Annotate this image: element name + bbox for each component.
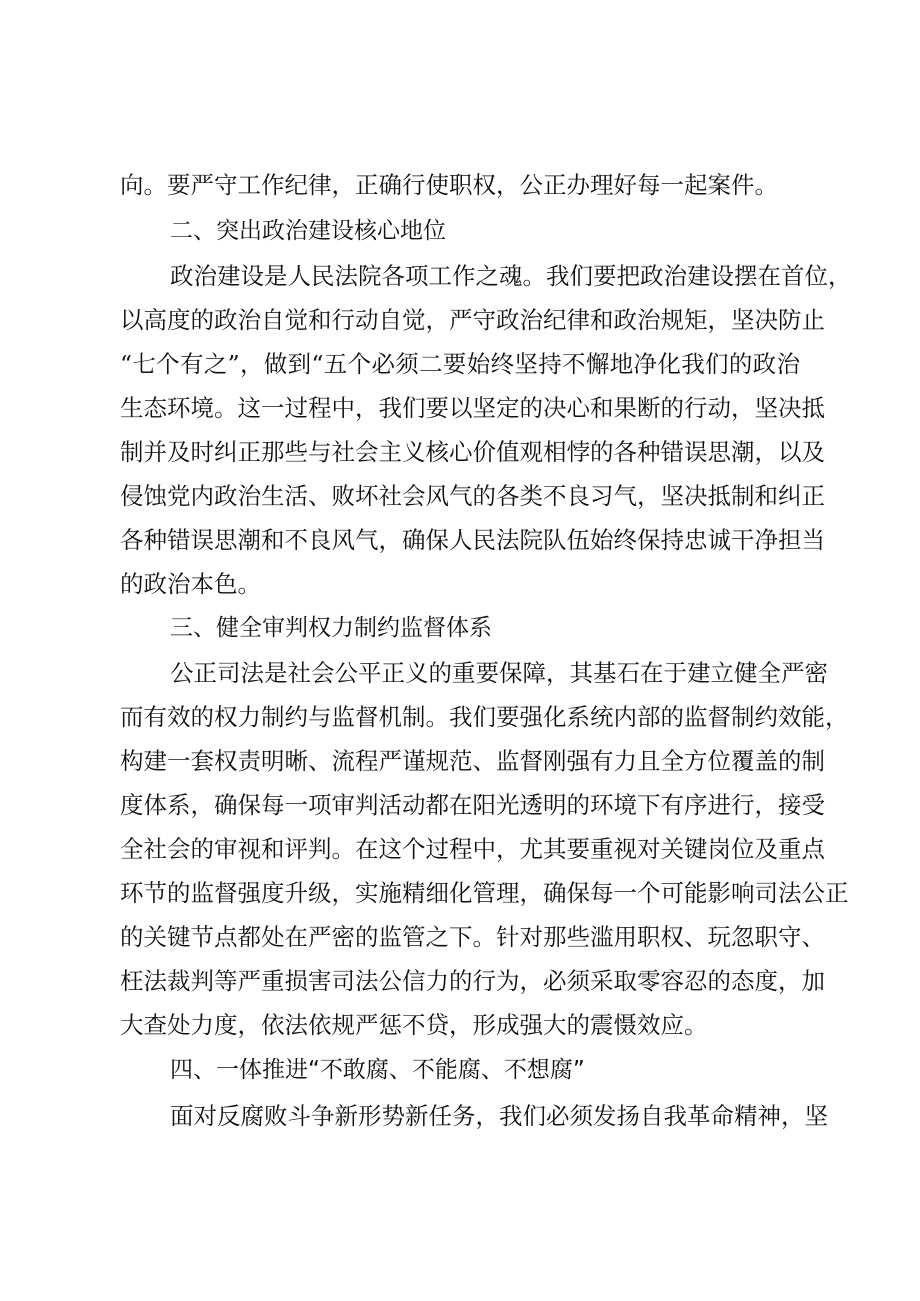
paragraph-line: 的关键节点都处在严密的监管之下。针对那些滥用职权、玩忽职守、 — [120, 923, 825, 951]
paragraph-line: 各种错误思潮和不良风气，确保人民法院队伍始终保持忠诚干净担当 — [120, 526, 825, 554]
paragraph-line: 大查处力度，依法依规严惩不贷，形成强大的震慑效应。 — [120, 1011, 708, 1039]
paragraph-line: “七个有之”，做到“五个必须二要始终坚持不懈地净化我们的政治 — [120, 350, 800, 378]
paragraph-line: 生态环境。这一过程中，我们要以坚定的决心和果断的行动，坚决抵 — [120, 394, 825, 422]
paragraph-line: 以高度的政治自觉和行动自觉，严守政治纪律和政治规矩，坚决防止 — [120, 306, 825, 334]
paragraph-line: 全社会的审视和评判。在这个过程中，尤其要重视对关键岗位及重点 — [120, 835, 825, 863]
paragraph-line: 环节的监督强度升级，实施精细化管理，确保每一个可能影响司法公正 — [120, 879, 849, 907]
paragraph-line: 公正司法是社会公平正义的重要保障，其基石在于建立健全严密 — [170, 659, 828, 687]
section-heading-3: 三、健全审判权力制约监督体系 — [170, 615, 492, 641]
paragraph-line: 枉法裁判等严重损害司法公信力的行为，必须采取零容忍的态度，加 — [120, 967, 825, 995]
section-heading-4: 四、一体推进“不敢腐、不能腐、不想腐” — [170, 1057, 585, 1083]
paragraph-line: 而有效的权力制约与监督机制。我们要强化系统内部的监督制约效能， — [120, 703, 849, 731]
paragraph-line: 向。要严守工作纪律，正确行使职权，公正办理好每一起案件。 — [120, 171, 778, 199]
paragraph-line: 制并及时纠正那些与社会主义核心价值观相悖的各种错误思潮，以及 — [120, 438, 825, 466]
paragraph-line: 构建一套权责明晰、流程严谨规范、监督刚强有力且全方位覆盖的制 — [120, 747, 825, 775]
paragraph-line: 度体系，确保每一项审判活动都在阳光透明的环境下有序进行，接受 — [120, 791, 825, 819]
section-heading-2: 二、突出政治建设核心地位 — [170, 218, 446, 244]
paragraph-line: 侵蚀党内政治生活、败坏社会风气的各类不良习气，坚决抵制和纠正 — [120, 482, 825, 510]
paragraph-line: 的政治本色。 — [120, 570, 261, 598]
paragraph-line: 政治建设是人民法院各项工作之魂。我们要把政治建设摆在首位， — [170, 262, 852, 290]
paragraph-line: 面对反腐败斗争新形势新任务，我们必须发扬自我革命精神，坚 — [170, 1102, 828, 1130]
